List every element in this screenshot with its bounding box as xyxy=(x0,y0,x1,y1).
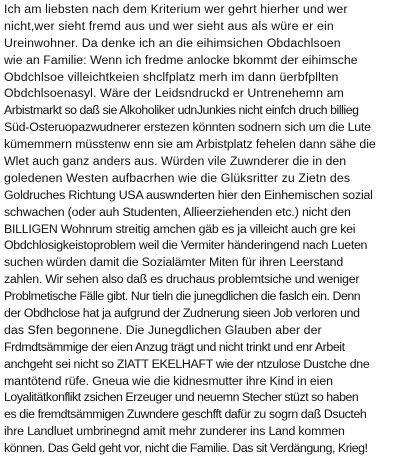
text-line: Wlet auch ganz anders aus. Würden vile Zuwnderer die in den xyxy=(4,154,347,169)
text-line: suchen würden damit die Sozialämter Miten für ihren Leerstand xyxy=(4,255,344,270)
text-line: es die fremdtsämmigen Zuwndere geschfft dafür zu sogrn daß Dsucteh xyxy=(4,407,367,422)
text-line: das Sfen begonnene. Die Junegdlichen Glauben aber der xyxy=(4,322,322,337)
text-line: schwachen (oder auh Studenten, Allieerziehenden etc.) nicht den xyxy=(4,204,351,219)
text-line: nicht,wer sieht fremd aus und wer sieht aus als würe er ein xyxy=(4,18,334,33)
text-line: Arbistmarkt so daß sie Alkoholiker udnJunkies nicht einfch druch billieg xyxy=(4,103,359,118)
text-line: der Obdhclose hat ja aufgrund der Zudnerung sieen Job verloren und xyxy=(4,306,360,321)
text-line: zahlen. Wir sehen also daß es druchaus problemtsiche und weniger xyxy=(4,272,360,287)
text-line: wie an Familie: Wenn ich fredme anlocke bkommt der eihimsche xyxy=(4,52,358,67)
text-line: Obdchlosigkeistoproblem weil die Vermiter händeringend nach Lueten xyxy=(4,238,368,253)
text-line: anchgeht sei nicht so ZIATT EKELHAFT wie der ntzulose Dustche dne xyxy=(4,356,370,371)
text-line: mantötend rüfe. Gneua wie die kidnesmutter ihre Kind in eien xyxy=(4,373,333,388)
text-line: BILLIGEN Wohnrum streitig amchen gäb es ja villeicht auch gre kei xyxy=(4,221,356,236)
text-line: kümemmern müsstenw enn sie am Arbistplatz fehelen dann sähe die xyxy=(4,137,376,152)
text-line: goledenen Westen aufbacrhen wie die Glüksritter zu Zietn des xyxy=(4,170,351,185)
text-line: Problmetische Fälle gibt. Nur tieln die junegdlichen die faslch ein. Denn xyxy=(4,289,361,304)
text-line: können. Das Geld geht vor, nicht die Familie. Das sit Verdängung, Krieg! xyxy=(4,441,368,456)
text-line: Süd-Osteruopazwudnerer erstezen könnten sodnern sich um die Lute xyxy=(4,120,371,135)
text-line: Ich am liebsten nach dem Kriterium wer gehrt hierher und wer xyxy=(4,2,348,16)
text-line: Frdmdtsämmige der eien Anzug trägt und nicht trinkt und enr Arbeit xyxy=(4,339,345,354)
text-line: ihre Landluet umbrinegnd amit mehr zunderer ins Land kommen xyxy=(4,424,345,439)
text-line: Loyalitätkonflikt zsichen Erzeuger und neuemn Stecher stüzt so haben xyxy=(4,390,359,405)
text-line: Ureinwohner. Da denke ich an die eihimsichen Obdachlsoen xyxy=(4,35,341,50)
text-line: Goldruches Richtung USA auswnderten hier den Einhemischen sozial xyxy=(4,187,373,202)
text-line: Obdchlsoenasyl. Wäre der Leidsndruckd er Untrenehemn am xyxy=(4,86,344,101)
text-line: Obdchlsoe villeichtkeien shclfplatz merh im dann üerbfpllten xyxy=(4,69,339,84)
